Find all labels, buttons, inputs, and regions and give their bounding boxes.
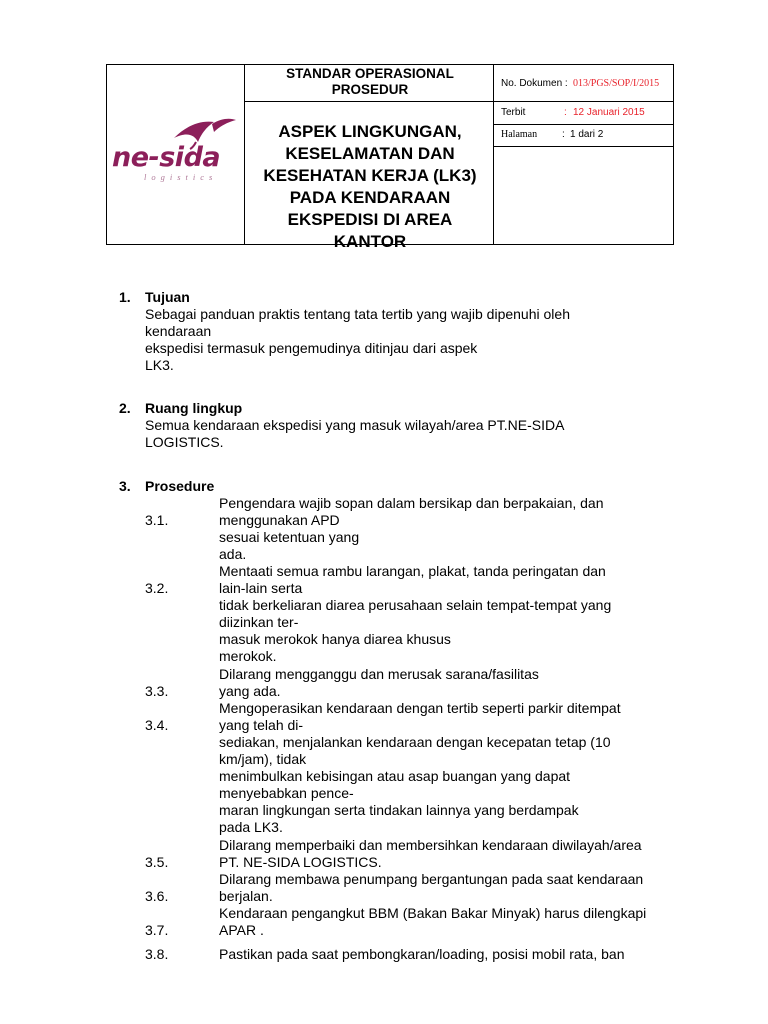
terbit-separator: : — [564, 107, 567, 118]
step-line: pada LK3. — [219, 819, 283, 835]
company-logo — [112, 116, 240, 188]
step-line: sesuai ketentuan yang — [219, 529, 360, 545]
logo-wordmark: ne-sida — [112, 142, 221, 173]
section-number: 3. — [119, 478, 131, 494]
step-line: APAR . — [219, 922, 264, 938]
step-line: sediakan, menjalankan kendaraan dengan kecepatan tetap (10 — [219, 734, 611, 750]
section-number: 2. — [119, 400, 131, 416]
doc-number-label: No. Dokumen : — [501, 78, 568, 89]
halaman-label: Halaman — [501, 129, 538, 140]
step-line: merokok. — [219, 648, 277, 664]
section-line: LK3. — [145, 357, 174, 373]
step-line: menimbulkan kebisingan atau asap buangan yang dapat — [219, 768, 571, 784]
step-line: tidak berkeliaran diarea perusahaan selain tempat-tempat yang — [219, 597, 612, 613]
terbit-value: 12 Januari 2015 — [573, 107, 645, 118]
step-line: menggunakan APD — [219, 512, 340, 528]
step-number: 3.8. — [145, 946, 169, 962]
step-number: 3.2. — [145, 580, 169, 596]
step-line: maran lingkungan serta tindakan lainnya yang berdampak — [219, 802, 579, 818]
halaman-value: 1 dari 2 — [570, 129, 604, 140]
section-number: 1. — [119, 289, 131, 305]
step-line: Mengoperasikan kendaraan dengan tertib seperti parkir ditempat — [219, 700, 621, 716]
step-line: ada. — [219, 546, 247, 562]
step-line: Kendaraan pengangkut BBM (Bakan Bakar Minyak) harus dilengkapi — [219, 905, 647, 921]
step-line: PT. NE-SIDA LOGISTICS. — [219, 854, 382, 870]
step-number: 3.7. — [145, 922, 169, 938]
step-line: menyebabkan pence- — [219, 785, 354, 801]
doc-number-value: 013/PGS/SOP/I/2015 — [573, 78, 660, 89]
step-line: Pengendara wajib sopan dalam bersikap dan berpakaian, dan — [219, 495, 604, 511]
step-line: masuk merokok hanya diarea khusus — [219, 631, 451, 647]
section-title: Ruang lingkup — [145, 400, 243, 416]
section-line: ekspedisi termasuk pengemudinya ditinjau dari aspek — [145, 340, 478, 356]
step-line: yang telah di- — [219, 717, 304, 733]
step-line: diizinkan ter- — [219, 614, 299, 630]
step-line: yang ada. — [219, 683, 281, 699]
step-number: 3.1. — [145, 512, 169, 528]
step-line: Dilarang membawa penumpang bergantungan pada saat kendaraan — [219, 871, 644, 887]
step-number: 3.4. — [145, 717, 169, 733]
section-title: Prosedure — [145, 478, 215, 494]
section-line: LOGISTICS. — [145, 434, 224, 450]
halaman-separator: : — [562, 129, 565, 140]
step-number: 3.6. — [145, 888, 169, 904]
section-title: Tujuan — [145, 289, 190, 305]
logo-subtext: logistics — [144, 172, 218, 182]
step-number: 3.5. — [145, 854, 169, 870]
step-line: Dilarang memperbaiki dan membersihkan kendaraan diwilayah/area — [219, 837, 642, 853]
terbit-label: Terbit — [501, 107, 526, 118]
document-main-title: ASPEK LINGKUNGAN, KESELAMATAN DAN KESEHATAN KERJA (LK3) PADA KENDARAAN EKSPEDISI DI AREA KANTOR — [263, 122, 477, 251]
step-line: Mentaati semua rambu larangan, plakat, tanda peringatan dan — [219, 563, 606, 579]
step-number: 3.3. — [145, 683, 169, 699]
section-line: kendaraan — [145, 323, 212, 339]
step-line: Pastikan pada saat pembongkaran/loading, posisi mobil rata, ban — [219, 946, 625, 962]
step-line: km/jam), tidak — [219, 751, 307, 767]
step-line: Dilarang mengganggu dan merusak sarana/fasilitas — [219, 666, 539, 682]
step-line: lain-lain serta — [219, 580, 303, 596]
step-line: berjalan. — [219, 888, 273, 904]
sop-title: STANDAR OPERASIONAL PROSEDUR — [286, 66, 454, 97]
section-line: Sebagai panduan praktis tentang tata tertib yang wajib dipenuhi oleh — [145, 306, 570, 322]
section-line: Semua kendaraan ekspedisi yang masuk wilayah/area PT.NE-SIDA — [145, 417, 565, 433]
